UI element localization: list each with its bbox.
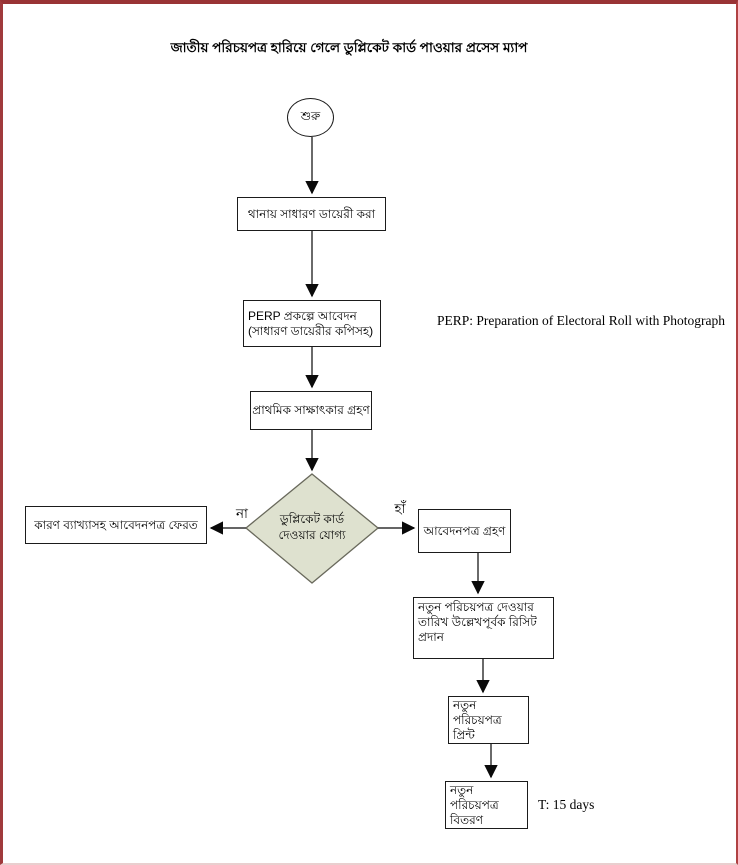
decision-line-2: দেওয়ার যোগ্য (278, 528, 346, 542)
decision-eligible (257, 500, 367, 556)
step-return-application-label: কারণ ব্যাখ্যাসহ আবেদনপত্র ফেরত (34, 517, 198, 532)
connector-layer (3, 4, 734, 863)
step-issue-receipt (413, 597, 554, 659)
flowchart-title: জাতীয় পরিচয়পত্র হারিয়ে গেলে ডুপ্লিকেট কার্ড পাওয়ার প্রসেস ম্যাপ (170, 40, 528, 55)
step-receive-application-label: আবেদনপত্র গ্রহণ (423, 523, 506, 538)
yes-branch-label: হাঁ (394, 501, 406, 516)
step-return-application (25, 506, 207, 544)
step-perp-application-label (248, 309, 373, 339)
perp-line-2: (সাধারণ ডায়েরীর কপিসহ) (248, 323, 374, 338)
start-terminator (287, 98, 334, 137)
step-general-diary (237, 197, 386, 231)
no-branch-label: না (236, 506, 248, 521)
start-label: শুরু (300, 108, 321, 123)
time-note: T: 15 days (538, 797, 595, 812)
step-initial-interview-label: প্রাথমিক সাক্ষাৎকার গ্রহণ (252, 403, 370, 417)
decision-line-1: ডুপ্লিকেট কার্ড (279, 512, 345, 527)
step-perp-application (243, 300, 381, 347)
step-initial-interview (250, 391, 372, 430)
perp-line-1: PERP প্রকল্পে আবেদন (248, 308, 357, 323)
step-receive-application (418, 509, 511, 553)
perp-definition-note: PERP: Preparation of Electoral Roll with Photograph (437, 313, 725, 328)
step-distribute-id (445, 781, 528, 829)
step-issue-receipt-label: নতুন পরিচয়পত্র দেওয়ার তারিখ উল্লেখপূর্বক রিসিট প্রদান (418, 600, 537, 644)
step-general-diary-label: থানায় সাধারণ ডায়েরী করা (247, 206, 376, 221)
step-distribute-id-label: নতুন পরিচয়পত্র বিতরণ (450, 782, 499, 827)
step-print-id-label: নতুন পরিচয়পত্র প্রিন্ট (453, 697, 502, 742)
step-print-id (448, 696, 529, 744)
